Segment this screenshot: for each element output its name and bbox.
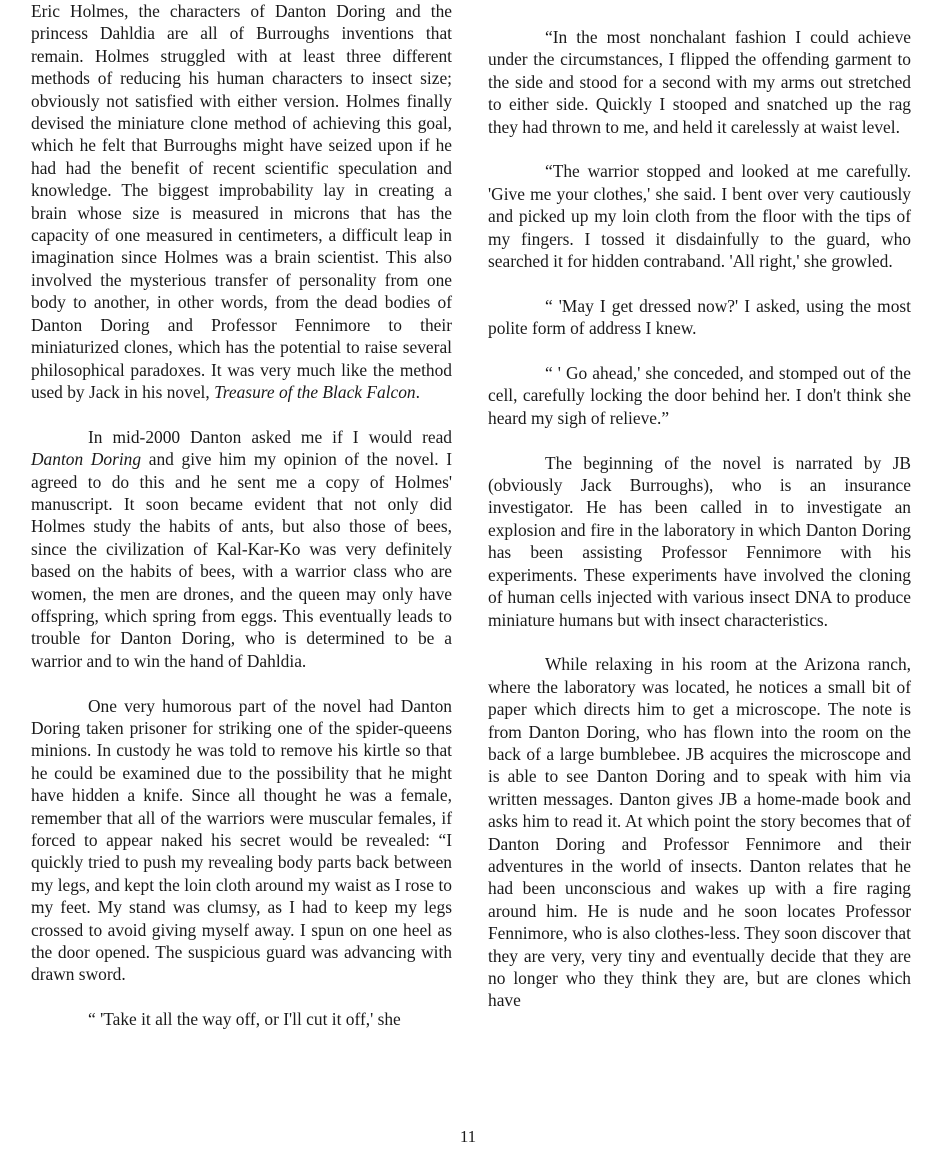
left-paragraph-3: One very humorous part of the novel had Danton Doring taken prisoner for striking one of the spider-queens minions. In custody he was told to remove his kirtle so that he could be examined due to the possibility that he might have hidden a knife. Since all thought he was a female, remember that all of the warriors were muscular females, if forced to appear naked his secret would be revealed: “I quickly tried to push my revealing body parts back between my legs, and kept the loin cloth around my waist as I rose to my feet. My stand was clumsy, as I had to keep my legs crossed to avoid giving myself away. I spun on one heel as the door opened. The suspicious guard was advancing with drawn sword. bbox=[31, 695, 452, 985]
right-paragraph-3: “ 'May I get dressed now?' I asked, using the most polite form of address I knew. bbox=[488, 295, 911, 339]
paragraph-text: . bbox=[415, 381, 420, 402]
right-paragraph-5: The beginning of the novel is narrated by JB (obviously Jack Burroughs), who is an insurance investigator. He has been called in to investigate an explosion and fire in the laboratory in which Danton Doring has been assisting Professor Fennimore with his experiments. These experiments have involved the cloning of human cells injected with various insect DNA to produce miniature humans but with insect characteristics. bbox=[488, 452, 911, 630]
left-column bbox=[31, 0, 452, 1031]
paragraph-text: Eric Holmes, the characters of Danton Doring and the princess Dahldia are all of Burroughs inventions that remain. Holmes struggled with at least three different methods of reducing his human characters to insect size; obviously not satisfied with either version. Holmes finally devised the miniature clone method of achieving this goal, which he felt that Burroughs might have seized upon if he had had the benefit of recent scientific speculation and knowledge. The biggest improbability lay in creating a brain whose size is measured in microns that has the capacity of one measured in centimeters, a difficult leap in imagination since Holmes was a brain scientist. This also involved the mysterious transfer of personality from one body to another, in other words, from the dead bodies of Danton Doring and Professor Fennimore to their miniaturized clones, which has the potential to raise several philosophical paradoxes. It was very much like the method used by Jack in his novel, bbox=[31, 1, 452, 402]
left-paragraph-1 bbox=[31, 0, 452, 403]
right-paragraph-6: While relaxing in his room at the Arizona ranch, where the laboratory was located, he notices a small bit of paper which directs him to get a microscope. The note is from Danton Doring, who has flown into the room on the back of a large bumblebee. JB acquires the microscope and is able to see Danton Doring and to speak with him via written messages. Danton gives JB a home-made book and asks him to read it. At which point the story becomes that of Danton Doring and Professor Fennimore and their adventures in the world of insects. Danton relates that he had been unconscious and wakes up with a fire raging around him. He is nude and he soon locates Professor Fennimore, who is also clothes-less. They soon discover that they are very, very tiny and eventually decide that they are no longer who they think they are, but are clones which have bbox=[488, 654, 911, 1011]
page-number: 11 bbox=[459, 1127, 477, 1146]
book-title: Danton Doring bbox=[31, 449, 142, 470]
right-paragraph-1: “In the most nonchalant fashion I could achieve under the circumstances, I flipped the offending garment to the side and stood for a second with my arms out stretched to either side. Quickly I stooped and snatched up the rag they had thrown to me, and held it carelessly at waist level. bbox=[488, 27, 911, 137]
right-column bbox=[488, 0, 911, 1012]
right-paragraph-4: “ ' Go ahead,' she conceded, and stomped out of the cell, carefully locking the door behind her. I don't think she heard my sigh of relieve.” bbox=[488, 363, 911, 428]
left-paragraph-2 bbox=[31, 426, 452, 672]
right-paragraph-2: “The warrior stopped and looked at me carefully. 'Give me your clothes,' she said. I bent over very cautiously and picked up my loin cloth from the floor with the tips of my fingers. I tossed it disdainfully to the guard, who searched it for hidden contraband. 'All right,' she growled. bbox=[488, 161, 911, 272]
paragraph-text: In mid-2000 Danton asked me if I would read bbox=[88, 426, 452, 447]
paragraph-text: and give him my opinion of the novel. I agreed to do this and he sent me a copy of Holmes' manuscript. It soon became evident that not only did Holmes study the habits of ants, but also those of bees, since the civilization of Kal-Kar-Ko was very definitely based on the habits of bees, with a warrior class who are women, the men are drones, and the queen may only have offspring, which spring from eggs. This eventually leads to trouble for Danton Doring, who is determined to be a warrior and to win the hand of Dahldia. bbox=[31, 449, 452, 671]
book-title: Treasure of the Black Falcon bbox=[214, 381, 416, 402]
left-paragraph-4: “ 'Take it all the way off, or I'll cut it off,' she bbox=[88, 1009, 401, 1030]
